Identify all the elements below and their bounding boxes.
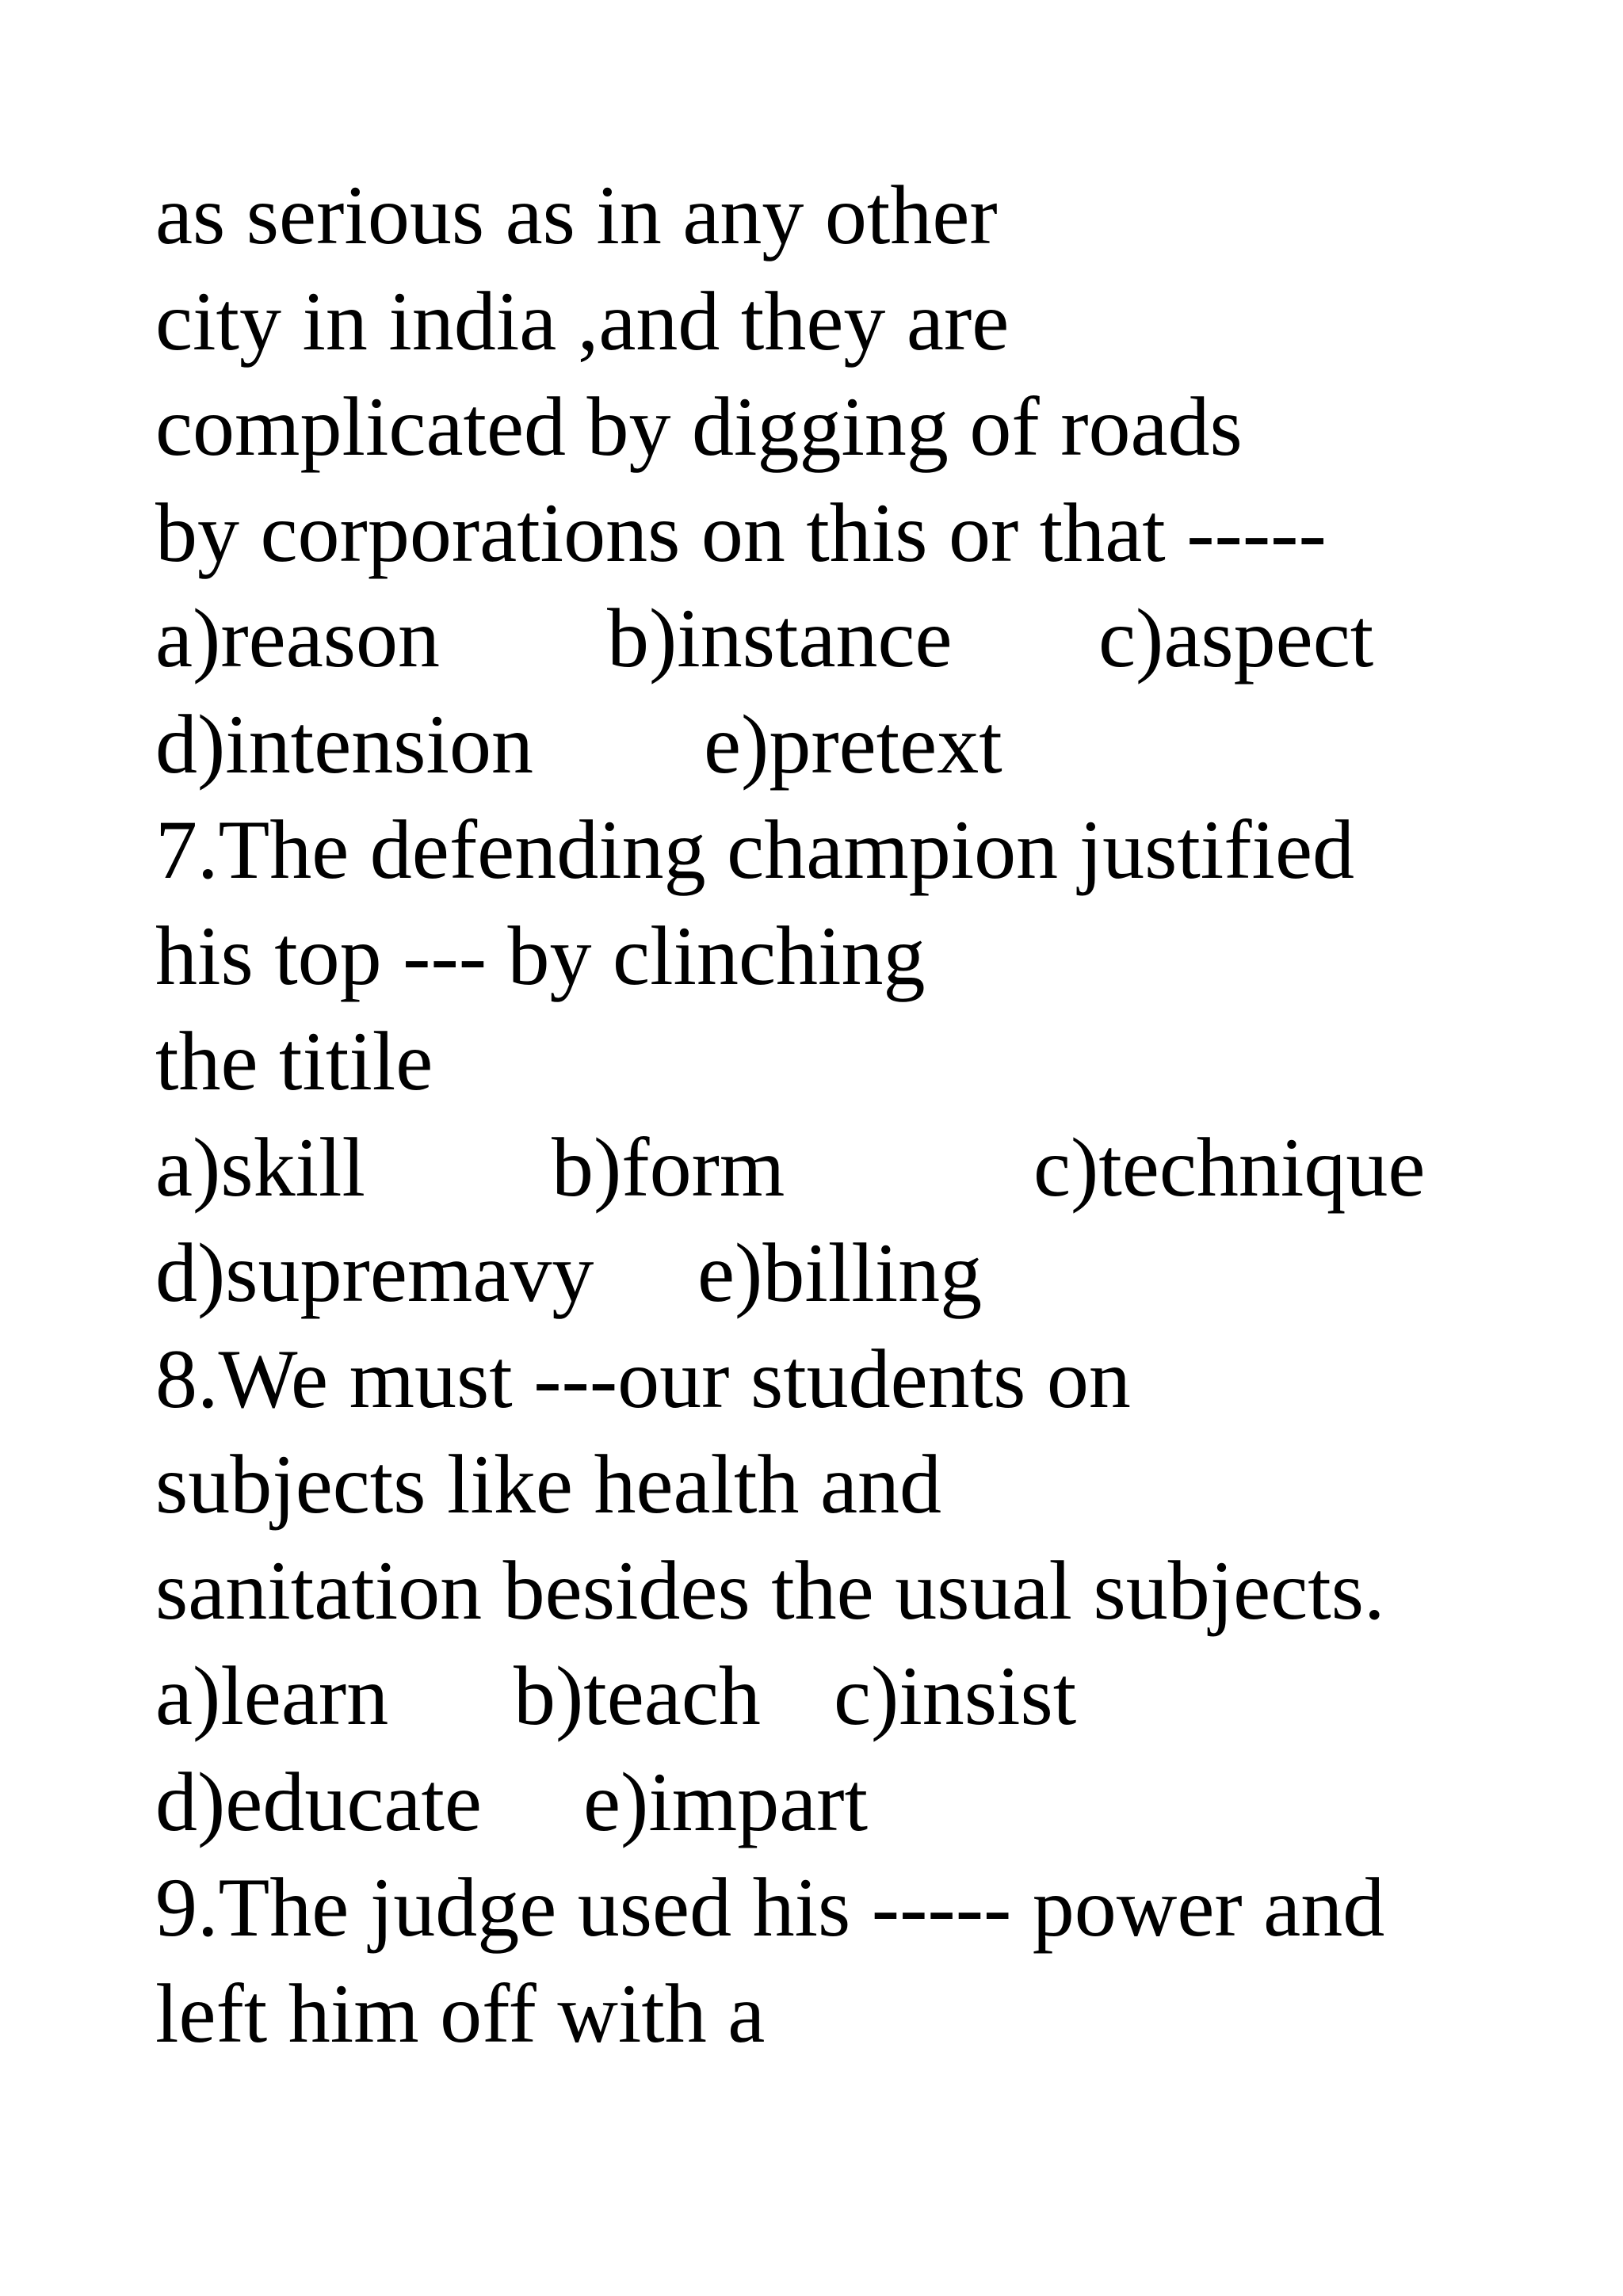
q6-option-a: a)reason [155,592,440,685]
q8-option-d: d)educate [155,1755,482,1848]
q7-text-line: 7.The defending champion justified [155,803,1355,896]
q7-options-row-2 [155,1220,1598,1326]
q8-text-line: subjects like health and [155,1438,941,1531]
q8-option-e: e)impart [583,1755,869,1848]
q7-option-c: c)technique [1033,1120,1426,1214]
q8-option-a: a)learn [155,1650,389,1742]
q7-option-e: e)billing [697,1226,983,1319]
q7-option-a: a)skill [155,1120,365,1214]
q6-option-d: d)intension [155,697,533,791]
q6-options-row-2 [155,692,1598,798]
question-text-block [155,162,1598,2066]
q8-options-row-1 [155,1643,1598,1749]
q6-option-c: c)aspect [1098,592,1374,685]
q6-options-row-1 [155,585,1598,692]
q7-option-b: b)form [552,1120,785,1214]
q9-text-line: left him off with a [155,1966,766,2060]
q7-option-d: d)supremavy [155,1226,594,1319]
text-line: as serious as in any other [155,169,998,261]
q7-options-row-1 [155,1115,1598,1221]
text-line: complicated by digging of roads [155,380,1243,473]
q7-text-line: his top --- by clinching [155,909,926,1002]
q7-text-line: the titile [155,1015,433,1108]
q9-text-line: 9.The judge used his ----- power and [155,1861,1385,1954]
q6-option-e: e)pretext [704,697,1002,791]
q8-option-c: c)insist [834,1650,1077,1742]
q8-option-b: b)teach [514,1650,761,1742]
q8-options-row-2 [155,1749,1598,1855]
q8-text-line: 8.We must ---our students on [155,1332,1131,1425]
text-line: by corporations on this or that ----- [155,486,1327,579]
q6-option-b: b)instance [607,592,953,685]
text-line: city in india ,and they are [155,274,1010,368]
q8-text-line: sanitation besides the usual subjects. [155,1543,1385,1637]
